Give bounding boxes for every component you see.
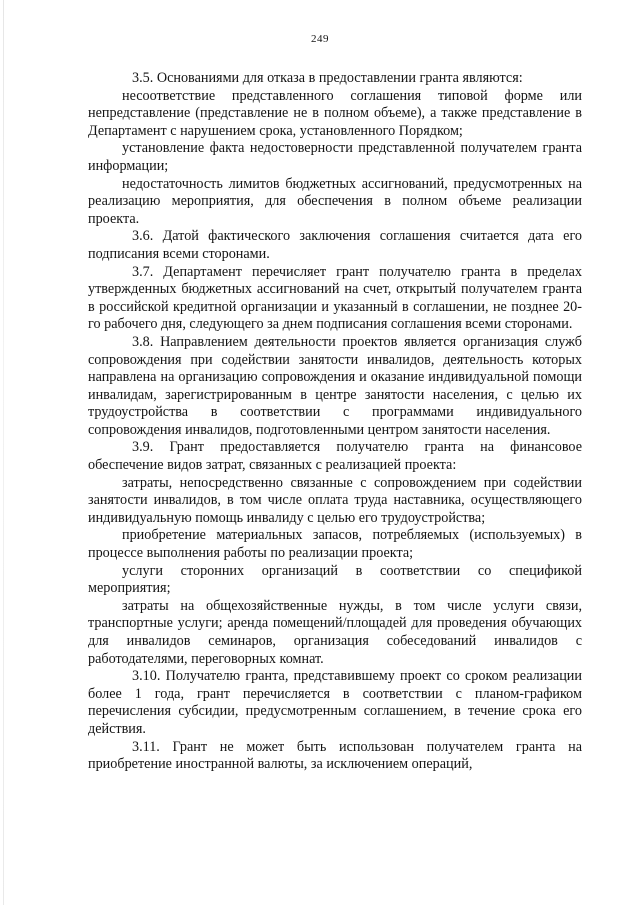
numbered-paragraph: 3.9. Грант предоставляется получателю гранта на финансовое обеспечение видов затрат, связанных с реализацией проекта:: [88, 439, 582, 474]
list-paragraph: затраты на общехозяйственные нужды, в том числе услуги связи, транспортные услуги; аренда помещений/площадей для проведения обучающих для инвалидов семинаров, организация собеседований инвалидов с работодателями, переговорных комнат.: [88, 597, 582, 667]
numbered-paragraph: 3.11. Грант не может быть использован получателем гранта на приобретение иностранной валюты, за исключением операций,: [88, 738, 582, 773]
numbered-paragraph: 3.6. Датой фактического заключения соглашения считается дата его подписания всеми сторонами.: [88, 228, 582, 262]
list-paragraph: приобретение материальных запасов, потребляемых (используемых) в процессе выполнения работы по реализации проекта;: [88, 527, 582, 562]
list-paragraph: услуги сторонних организаций в соответствии со спецификой мероприятия;: [88, 562, 582, 597]
list-paragraph: недостаточность лимитов бюджетных ассигнований, предусмотренных на реализацию мероприятия, для обеспечения в полном объеме реализации проекта.: [88, 175, 582, 227]
numbered-paragraph: 3.7. Департамент перечисляет грант получателю гранта в пределах утвержденных бюджетных ассигнований на счет, открытый получателем гранта в российской кредитной организации и указанный в соглашении, не позднее 20-го рабочего дня, следующего за днем подписания соглашения всеми сторонами.: [88, 263, 582, 333]
document-body: [88, 70, 582, 774]
page-number: 249: [311, 33, 329, 45]
list-paragraph: затраты, непосредственно связанные с сопровождением при содействии занятости инвалидов, в том числе оплата труда наставника, осуществляющего индивидуальную помощь инвалиду с целью его трудоустройства;: [88, 474, 582, 526]
numbered-paragraph: 3.8. Направлением деятельности проектов является организация служб сопровождения при содействии занятости инвалидов, деятельность которых направлена на организацию сопровождения и оказание индивидуальной помощи инвалидам, зарегистрированным в центре занятости населения, с целью их трудоустройства в соответствии с программами индивидуального сопровождения инвалидов, подготовленными центром занятости населения.: [88, 333, 582, 438]
numbered-paragraph: 3.5. Основаниями для отказа в предоставлении гранта являются:: [132, 70, 523, 86]
list-paragraph: установление факта недостоверности представленной получателем гранта информации;: [88, 140, 582, 174]
list-paragraph: несоответствие представленного соглашения типовой форме или непредставление (представление не в полном объеме), а также представление в Департамент с нарушением срока, установленного Порядком;: [88, 87, 582, 139]
scan-edge-line: [3, 0, 4, 905]
numbered-paragraph: 3.10. Получателю гранта, представившему проект со сроком реализации более 1 года, грант перечисляется в соответствии с планом-графиком перечисления субсидии, предусмотренным соглашением, в течение срока его действия.: [88, 668, 582, 737]
